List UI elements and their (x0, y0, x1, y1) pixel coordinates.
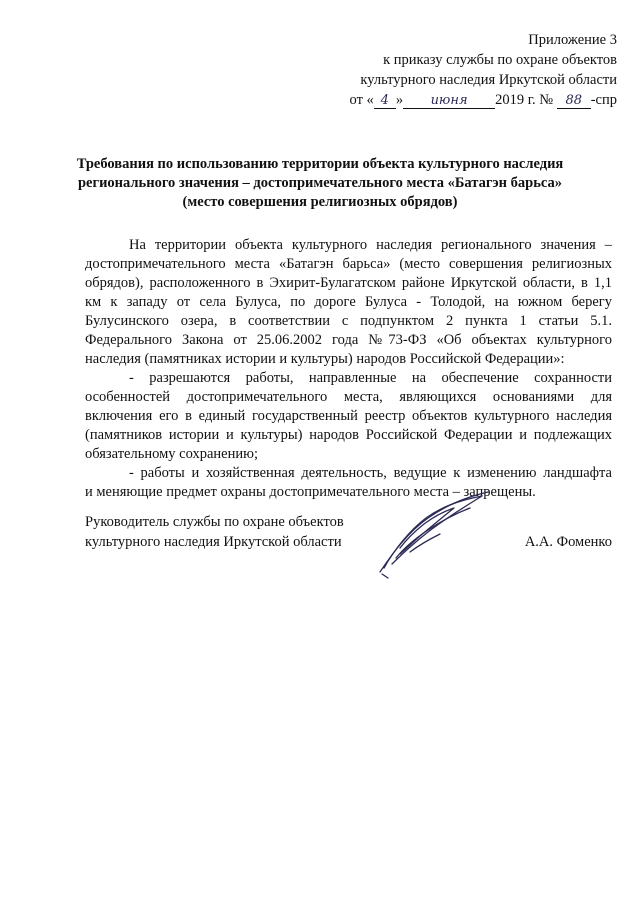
title-line: (место совершения религиозных обрядов) (182, 194, 458, 210)
body-line: достопримечательного места «Батагэн барьса» (место совершения религиозных (85, 256, 612, 272)
body-line: наследия (памятниках истории и культуры) народов Российской Федерации»: (85, 351, 565, 367)
body-line: обязательному сохранению; (85, 446, 258, 462)
date-prefix: от « (349, 92, 374, 108)
document-title (40, 155, 600, 212)
date-day: 4 (374, 94, 396, 109)
title-line: Требования по использованию территории объекта культурного наследия (76, 156, 564, 172)
body-line: На территории объекта культурного наследия регионального значения – (129, 237, 612, 253)
body-line: и меняющие предмет охраны достопримечательного места – запрещены. (85, 484, 536, 500)
signer-position (85, 512, 344, 552)
body-line: км к западу от села Булуса, по дороге Булуса - Толодой, на южном берегу (85, 294, 612, 310)
body-line: Булусинского озера, в соответствии с подпунктом 2 пункта 1 статьи 5.1. (85, 313, 612, 329)
order-reference-line2: культурного наследия Иркутской области (360, 72, 617, 88)
date-year: 2019 г. № (495, 92, 554, 108)
order-suffix: -спр (590, 92, 617, 108)
appendix-header (350, 30, 617, 110)
appendix-label: Приложение 3 (528, 32, 617, 48)
handwritten-signature (370, 488, 500, 580)
date-mid: » (395, 92, 404, 108)
order-date-line (350, 90, 617, 110)
order-number: 88 (557, 94, 591, 109)
document-body (85, 236, 612, 502)
body-line: особенностей достопримечательного места, являющихся основаниями для (85, 389, 612, 405)
body-line: (памятников истории и культуры) народов Российской Федерации и подлежащих (85, 427, 612, 443)
body-line: - разрешаются работы, направленные на обеспечение сохранности (129, 370, 612, 386)
signer-position-line1: Руководитель службы по охране объектов (85, 514, 344, 530)
signer-name: А.А. Фоменко (524, 534, 612, 550)
title-line: регионального значения – достопримечательного места «Батагэн барьса» (77, 175, 563, 191)
date-month: июня (403, 94, 495, 109)
signer-position-line2: культурного наследия Иркутской области (85, 534, 342, 550)
body-line: включения его в единый государственный реестр объектов культурного наследия (85, 408, 612, 424)
body-line: - работы и хозяйственная деятельность, ведущие к изменению ландшафта (129, 465, 612, 481)
body-line: Федерального Закона от 25.06.2002 года №73-ФЗ «Об объектах культурного (85, 332, 612, 348)
order-reference-line1: к приказу службы по охране объектов (383, 52, 617, 68)
body-line: обрядов), расположенного в Эхирит-Булагатском районе Иркутской области, в 1,1 (85, 275, 612, 291)
